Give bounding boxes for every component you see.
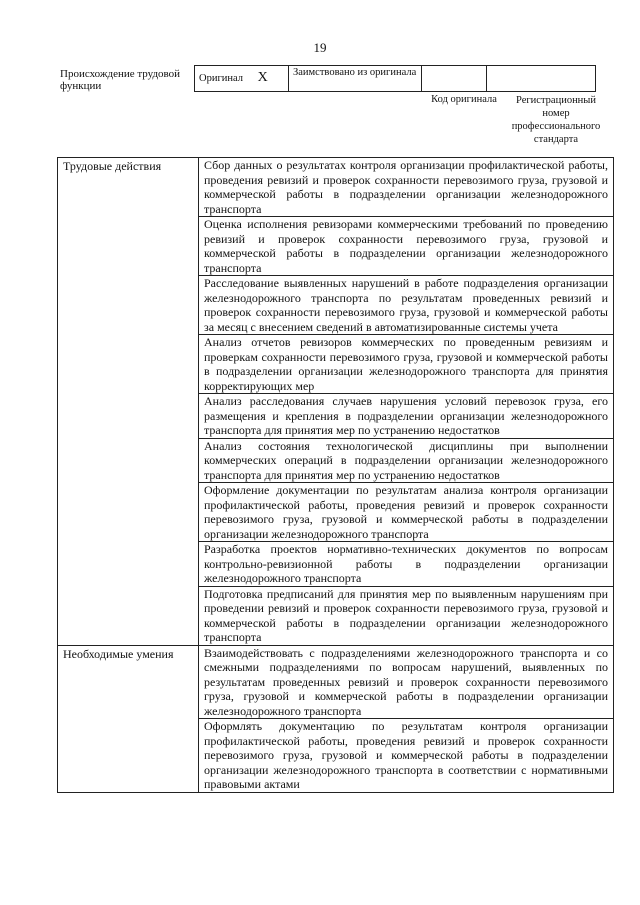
original-cell [195, 66, 289, 92]
section-item: Оформление документации по результатам анализа контроля организации профилактической работы, проведения ревизий и проверок сохранности перевозимого груза, грузовой и коммерческой работы в подразделении организации железнодорожного транспорта [199, 483, 614, 542]
page-number: 19 [313, 40, 327, 55]
section-item: Подготовка предписаний для принятия мер по выявленным нарушениям при проведении ревизий и проверок сохранности перевозимого груза, грузовой и коммерческой работы в подразделении организации железнодорожного транспорта [199, 586, 614, 645]
reg-number-cell [487, 66, 596, 92]
table-row [58, 645, 614, 719]
borrowed-label: Заимствовано из оригинала [293, 67, 417, 78]
section-item: Сбор данных о результатах контроля организации профилактической работы, проведения ревизий и проверок сохранности перевозимого груза, грузовой и коммерческой работы в подразделении организации железнодорожного транспорта [199, 158, 614, 217]
competency-table [57, 157, 614, 793]
section-item: Разработка проектов нормативно-технических документов по вопросам контрольно-ревизионной работы в подразделении организации железнодорожного транспорта [199, 542, 614, 587]
borrowed-cell [289, 66, 422, 92]
section-item: Анализ отчетов ревизоров коммерческих по проведенным ревизиям и проверкам сохранности перевозимого груза, грузовой и коммерческой работы в подразделении организации железнодорожного транспорта для принятия корректирующих мер [199, 335, 614, 394]
table-row [58, 158, 614, 217]
original-label: Оригинал [199, 73, 243, 84]
section-item: Оформлять документацию по результатам контроля организации профилактической работы, проведения ревизий и проверок сохранности перевозимого груза, грузовой и коммерческой работы в подразделении организации железнодорожного транспорта в соответствии с нормативными правовыми актами [199, 719, 614, 793]
section-item: Анализ состояния технологической дисциплины при выполнении коммерческих операций в подразделении организации железнодорожного транспорта для принятия мер по устранению недостатков [199, 438, 614, 483]
section-item: Оценка исполнения ревизорами коммерческими требований по проведению ревизий и проверок сохранности перевозимого груза, грузовой и коммерческой работы в подразделении организации железнодорожного транспорта [199, 217, 614, 276]
origin-table [194, 65, 596, 92]
code-cell [422, 66, 487, 92]
section-item: Анализ расследования случаев нарушения условий перевозок груза, его размещения и крепления в подразделении организации железнодорожного транспорта для принятия мер по устранению недостатков [199, 394, 614, 439]
section-item: Взаимодействовать с подразделениями железнодорожного транспорта и со смежными подразделениями по вопросам нарушений, выявленных по результатам проведенных ревизий и проверок сохранности перевозимого груза, грузовой и коммерческой работы в подразделении организации железнодорожного транспорта [199, 645, 614, 719]
origin-label: Происхождение трудовой функции [60, 68, 181, 92]
section-label: Необходимые умения [58, 645, 199, 792]
code-label: Код оригинала [431, 94, 497, 105]
section-item: Расследование выявленных нарушений в работе подразделения организации железнодорожного транспорта по результатам проведенных ревизий и проверок сохранности перевозимого груза, грузовой и коммерческой работы за месяц с внесением сведений в автоматизированные системы учета [199, 276, 614, 335]
section-label: Трудовые действия [58, 158, 199, 646]
reg-number-label: Регистрационный номер профессионального стандарта [511, 95, 601, 145]
original-mark: X [257, 70, 268, 85]
